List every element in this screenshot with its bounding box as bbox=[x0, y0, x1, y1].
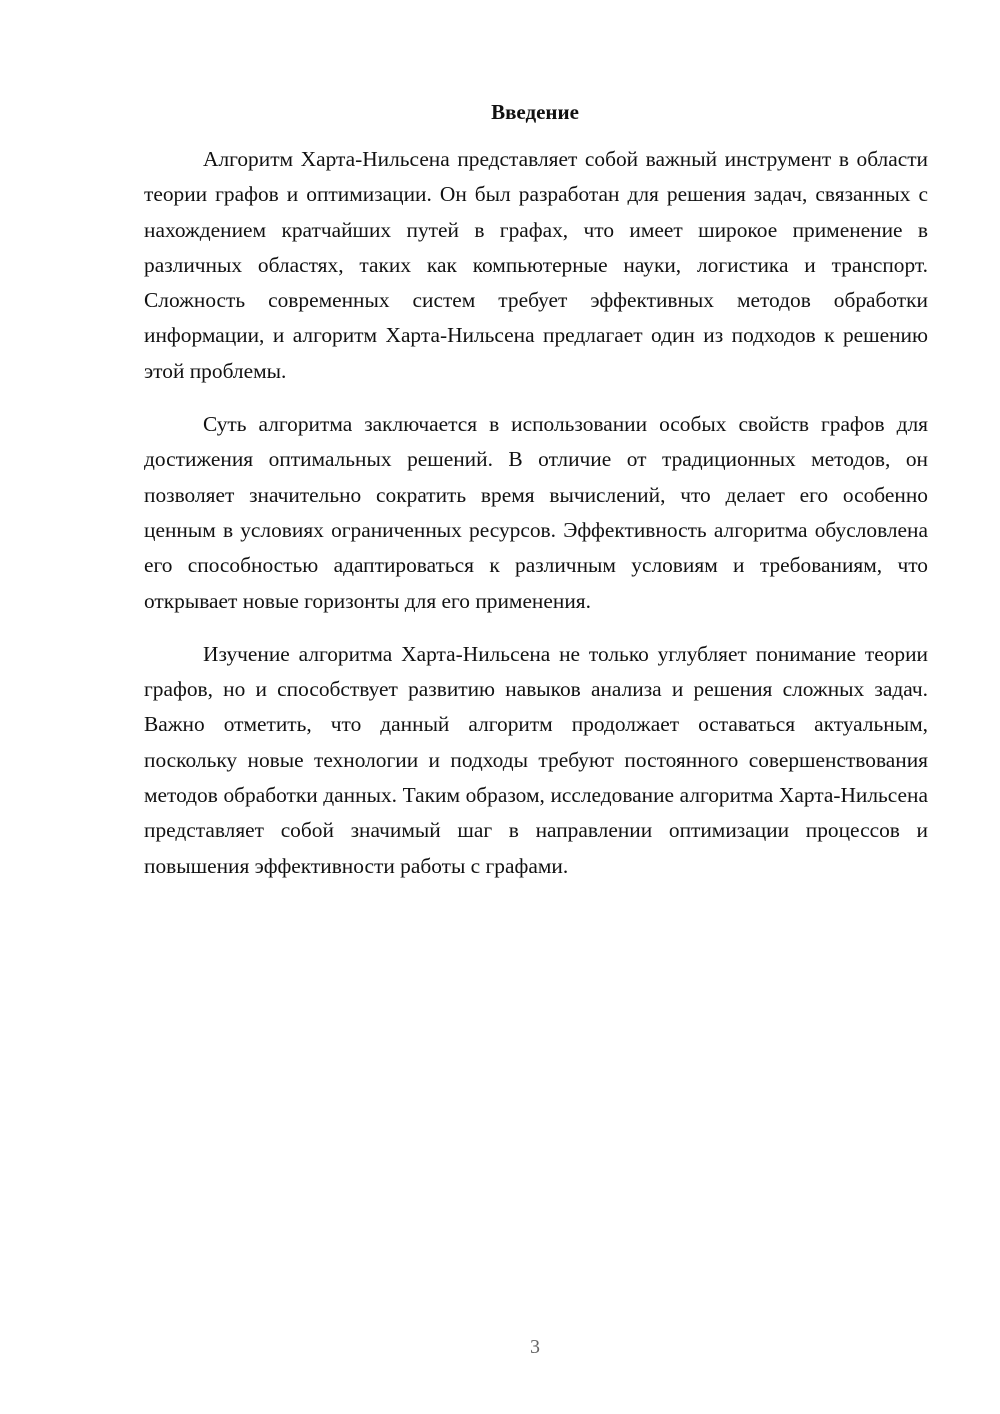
body-text bbox=[144, 142, 928, 902]
section-title: Введение bbox=[491, 100, 579, 124]
paragraph-3: Изучение алгоритма Харта-Нильсена не только углубляет понимание теории графов, но и способствует развитию навыков анализа и решения сложных задач. Важно отметить, что данный алгоритм продолжает оставаться актуальным, поскольку новые технологии и подходы требуют постоянного совершенствования методов обработки данных. Таким образом, исследование алгоритма Харта-Нильсена представляет собой значимый шаг в направлении оптимизации процессов и повышения эффективности работы с графами. bbox=[144, 641, 928, 878]
paragraph-2: Суть алгоритма заключается в использовании особых свойств графов для достижения оптимальных решений. В отличие от традиционных методов, он позволяет значительно сократить время вычислений, что делает его особенно ценным в условиях ограниченных ресурсов. Эффективность алгоритма обусловлена его способностью адаптироваться к различным условиям и требованиям, что открывает новые горизонты для его применения. bbox=[144, 412, 928, 613]
paragraph-1: Алгоритм Харта-Нильсена представляет собой важный инструмент в области теории графов и оптимизации. Он был разработан для решения задач, связанных с нахождением кратчайших путей в графах, что имеет широкое применение в различных областях, таких как компьютерные науки, логистика и транспорт. Сложность современных систем требует эффективных методов обработки информации, и алгоритм Харта-Нильсена предлагает один из подходов к решению этой проблемы. bbox=[144, 147, 928, 383]
page-number: 3 bbox=[530, 1336, 540, 1358]
